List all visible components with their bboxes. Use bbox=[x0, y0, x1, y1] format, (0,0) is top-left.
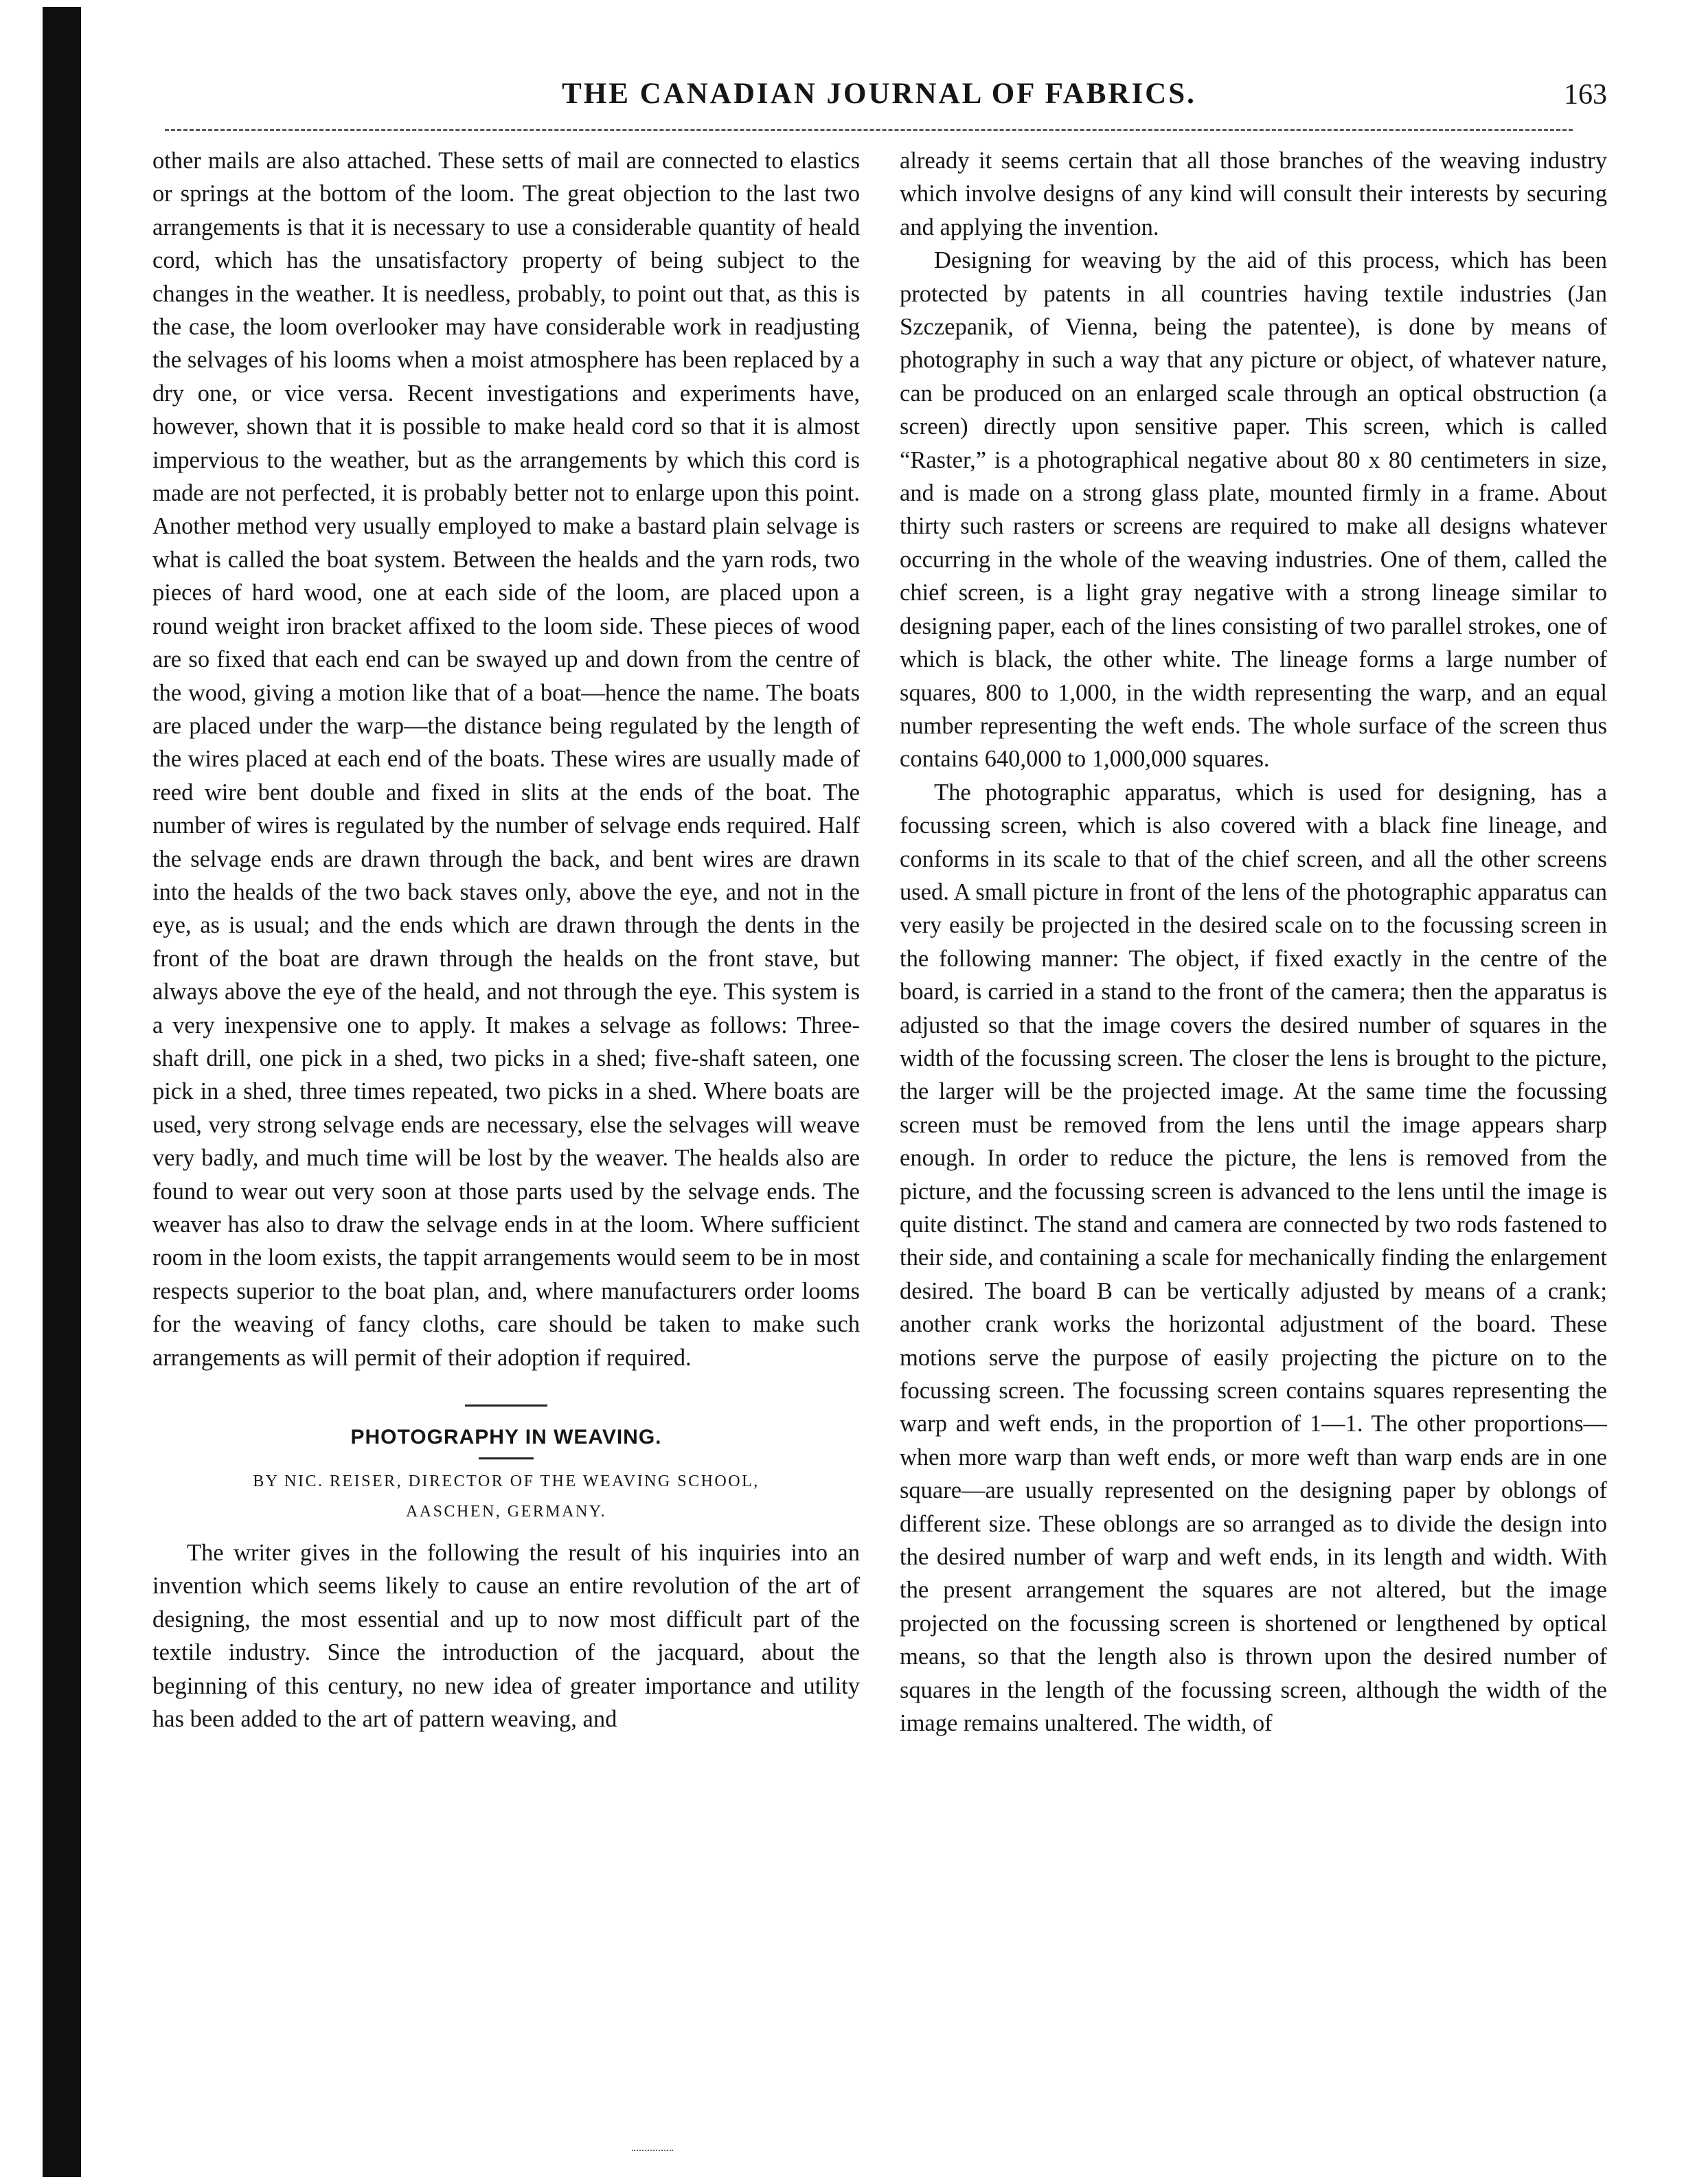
page-header bbox=[151, 77, 1607, 118]
page-number: 163 bbox=[1564, 79, 1607, 111]
byline bbox=[152, 1466, 860, 1527]
byline-author: BY NIC. REISER, DIRECTOR OF THE WEAVING SCHOOL, bbox=[253, 1472, 760, 1491]
byline-location: AASCHEN, GERMANY. bbox=[405, 1503, 607, 1521]
paragraph-raster-screen: Designing for weaving by the aid of this process, which has been protected by patents in all countries having textile industries (Jan Szczepanik, of Vienna, being the patentee), is done by means of photography in such a way that any picture or object, of whatever nature, can be produced on an enlarged scale through an optical obstruction (a screen) directly upon sensitive paper. This screen, which is called “Raster,” is a photographical negative about 80 x 80 centimeters in size, and is made on a strong glass plate, mounted firmly in a frame. About thirty such rasters or screens are required to make all designs whatever occurring in the whole of the weaving industries. One of them, called the chief screen, is a light gray negative with a strong lineage similar to designing paper, each of the lines consisting of two parallel strokes, one of which is black, the other white. The lineage forms a large number of squares, 800 to 1,000, in the width representing the warp, and an equal number representing the weft ends. The whole surface of the screen thus contains 640,000 to 1,000,000 squares. bbox=[900, 247, 1607, 773]
binding-edge bbox=[43, 7, 81, 2177]
title-divider bbox=[479, 1457, 534, 1459]
left-column bbox=[152, 144, 860, 2136]
right-column bbox=[900, 144, 1607, 2136]
section-divider bbox=[465, 1404, 547, 1407]
article-title: PHOTOGRAPHY IN WEAVING. bbox=[350, 1426, 662, 1449]
footer-mark bbox=[632, 2150, 673, 2151]
paragraph-photographic-apparatus: The photographic apparatus, which is used for designing, has a focussing screen, which is also covered with a black fine lineage, and conforms in its scale to that of the chief screen, and all the other screens used. A small picture in front of the lens of the photographic apparatus can very easily be projected in the desired scale on to the focussing screen in the following manner: The object, if fixed exactly in the centre of the board, is carried in a stand to the front of the camera; then the apparatus is adjusted so that the image covers the desired number of squares in the width of the focussing screen. The closer the lens is brought to the picture, the larger will be the projected image. At the same time the focussing screen must be removed from the lens until the image appears sharp enough. In order to reduce the picture, the lens is removed from the picture, and the focussing screen is advanced to the lens until the image is quite distinct. The stand and camera are connected by two rods fastened to their side, and containing a scale for mechanically finding the enlargement desired. The board B can be vertically adjusted by means of a crank; another crank works the horizontal adjustment of the board. These motions serve the purpose of easily projecting the picture on to the focussing screen. The focussing screen contains squares representing the warp and weft ends, in the proportion of 1—1. The other proportions—when more warp than weft ends, or more weft than warp ends are in one square—are usually represented on the designing paper by oblongs of different size. These oblongs are so arranged as to divide the design into the desired number of warp and weft ends, in its length and width. With the present arrangement the squares are not altered, but the image projected on the focussing screen is shortened or lengthened by optical means, so that the length also is thrown upon the desired number of squares in the length of the focussing screen, although the width of the image remains unaltered. The width, of bbox=[900, 779, 1607, 1737]
paragraph-introduction: The writer gives in the following the result of his inquiries into an invention which seems likely to cause an entire revolution of the art of designing, the most essential and up to now most difficult part of the textile industry. Since the introduction of the jacquard, about the beginning of this century, no new idea of greater importance and utility has been added to the art of pattern weaving, and bbox=[152, 1540, 860, 1733]
journal-title: THE CANADIAN JOURNAL OF FABRICS. bbox=[562, 78, 1196, 110]
header-rule bbox=[165, 129, 1573, 131]
paragraph-boat-system: other mails are also attached. These setts of mail are connected to elastics or springs at the bottom of the loom. The great objection to the last two arrangements is that it is necessary to use a considerable quantity of heald cord, which has the unsatisfactory property of being subject to the changes in the weather. It is needless, probably, to point out that, as this is the case, the loom overlooker may have considerable work in readjusting the selvages of his looms when a moist atmosphere has been replaced by a dry one, or vice versa. Recent investigations and experiments have, however, shown that it is possible to make heald cord so that it is almost impervious to the weather, but as the arrangements by which this cord is made are not perfected, it is probably better not to enlarge upon this point. Another method very usually employed to make a bastard plain selvage is what is called the boat system. Between the healds and the yarn rods, two pieces of hard wood, one at each side of the loom, are placed upon a round weight iron bracket affixed to the loom side. These pieces of wood are so fixed that each end can be swayed up and down from the centre of the wood, giving a motion like that of a boat—hence the name. The boats are placed under the warp—the distance being regulated by the length of the wires placed at each end of the boats. These wires are usually made of reed wire bent double and fixed in slits at the ends of the boat. The number of wires is regulated by the number of selvage ends required. Half the selvage ends are drawn through the back, and bent wires are drawn into the healds of the two back staves only, above the eye, and not in the eye, as is usual; and the ends which are drawn through the dents in the front of the boat are drawn through the healds on the front stave, but always above the eye of the heald, and not through the eye. This system is a very inexpensive one to apply. It makes a selvage as follows: Three-shaft drill, one pick in a shed, two picks in a shed; five-shaft sateen, one pick in a shed, three times repeated, two picks in a shed. Where boats are used, very strong selvage ends are necessary, else the selvages will weave very badly, and much time will be lost by the weaver. The healds also are found to wear out very soon at those parts used by the selvage ends. The weaver has also to draw the selvage ends in at the loom. Where sufficient room in the loom exists, the tappit arrangements would seem to be in most respects superior to the boat plan, and, where manufacturers order looms for the weaving of fancy cloths, care should be taken to make such arrangements as will permit of their adoption if required. bbox=[152, 148, 860, 1371]
paragraph-continuation: already it seems certain that all those branches of the weaving industry which involve designs of any kind will consult their interests by securing and applying the invention. bbox=[900, 148, 1607, 240]
